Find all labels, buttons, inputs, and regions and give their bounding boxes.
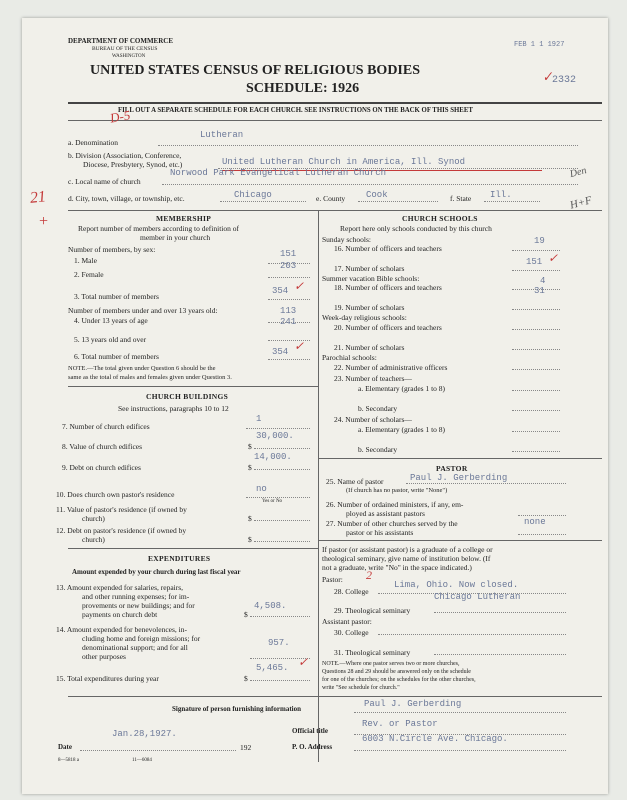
q23a-field[interactable] — [512, 380, 560, 391]
signature-label: Signature of person furnishing information — [172, 705, 301, 713]
q27-label-2: pastor or his assistants — [346, 528, 414, 537]
q13-dollar: $ — [244, 610, 248, 619]
q25-hint: (If church has no pastor, write "None") — [346, 487, 448, 494]
schedule-number: 2332 — [552, 75, 577, 86]
q30-field[interactable] — [378, 624, 566, 635]
summer-label: Summer vacation Bible schools: — [322, 274, 420, 283]
edifice-value-label: 8. Value of church edifices — [62, 442, 143, 451]
q29-value: Chicago Lutheran — [434, 592, 521, 602]
official-title-label: Official title — [292, 727, 328, 735]
q14-line1: 14. Amount expended for benevolences, in- — [56, 625, 188, 634]
age-head-label: Number of members under and over 13 years old: — [68, 306, 218, 315]
q23b-label: b. Secondary — [358, 404, 398, 413]
q29-label: 29. Theological seminary — [334, 606, 411, 615]
q23-label: 23. Number of teachers— — [334, 374, 412, 383]
county-value: Cook — [366, 190, 388, 200]
date-value: Jan.28,1927. — [112, 729, 177, 739]
pastor-sub-label: Pastor: — [322, 575, 343, 584]
q11-field[interactable] — [254, 510, 310, 521]
hfi-annotation: H+F — [568, 194, 594, 212]
q18-value: 4 — [540, 276, 546, 286]
pastor-note-1: NOTE.—Where one pastor serves two or more churches, — [322, 661, 460, 667]
signature-value: Paul J. Gerberding — [364, 699, 462, 709]
q12-label: 12. Debt on pastor's residence (if owned by — [56, 526, 187, 535]
total-members-value: 354 — [272, 286, 289, 296]
weekday-label: Week-day religious schools: — [322, 313, 407, 322]
dept-label: DEPARTMENT OF COMMERCE — [68, 37, 174, 45]
received-stamp: FEB 1 1 1927 — [514, 41, 565, 49]
den-annotation: Den — [568, 165, 588, 180]
total-check-icon: ✓ — [294, 279, 305, 293]
q16-value: 19 — [534, 236, 545, 246]
q27-label: 27. Number of other churches served by the — [326, 519, 458, 528]
q30-label: 30. College — [334, 628, 369, 637]
q21-label: 21. Number of scholars — [334, 343, 405, 352]
q10-value: no — [256, 484, 267, 494]
schools-title: CHURCH SCHOOLS — [402, 214, 478, 223]
membership-note-2: same as the total of males and females given under Question 3. — [68, 374, 232, 381]
city-label: WASHINGTON — [112, 54, 146, 59]
under13-value: 113 — [280, 306, 297, 316]
q20-label: 20. Number of officers and teachers — [334, 323, 442, 332]
q26-label: 26. Number of ordained ministers, if any, em- — [326, 500, 464, 509]
state-value: Ill. — [490, 190, 512, 200]
census-schedule-form — [22, 18, 608, 794]
q11-label-2: church) — [82, 514, 105, 523]
by-sex-label: Number of members, by sex: — [68, 245, 156, 254]
q19-value: 31 — [534, 286, 545, 296]
male-label: 1. Male — [74, 256, 97, 265]
membership-intro: Report number of members according to definition of — [78, 224, 239, 233]
q14-line2: cluding home and foreign missions; for — [82, 634, 201, 643]
q25-label: 25. Name of pastor — [326, 477, 384, 486]
q17-value: 151 — [526, 257, 543, 267]
local-name-label: c. Local name of church — [68, 177, 141, 186]
state-label: f. State — [450, 194, 472, 203]
q18-label: 18. Number of officers and teachers — [334, 283, 442, 292]
grad-text-3: not a graduate, write "No" in the space indicated.) — [322, 563, 472, 572]
over13-label: 5. 13 years old and over — [74, 335, 147, 344]
q11-label: 11. Value of pastor's residence (if owned by — [56, 505, 187, 514]
q12-field[interactable] — [254, 531, 310, 542]
edifice-value-dollar: $ — [248, 442, 252, 451]
handwritten-21: 21 — [29, 188, 47, 207]
division-label-2: Diocese, Presbytery, Synod, etc.) — [83, 160, 183, 169]
edifice-value-value: 30,000. — [256, 431, 294, 441]
q28-value: Lima, Ohio. Now closed. — [394, 580, 519, 590]
q17-label: 17. Number of scholars — [334, 264, 405, 273]
expenditures-title: EXPENDITURES — [148, 554, 211, 563]
bureau-label: BUREAU OF THE CENSUS — [92, 46, 158, 52]
q16-label: 16. Number of officers and teachers — [334, 244, 442, 253]
q24b-label: b. Secondary — [358, 445, 398, 454]
q29-field[interactable] — [434, 602, 566, 613]
membership-title: MEMBERSHIP — [156, 214, 212, 223]
q27-value: none — [524, 517, 546, 527]
q23a-label: a. Elementary (grades 1 to 8) — [358, 384, 446, 393]
q13-line2: and other running expenses; for im- — [82, 592, 190, 601]
q20-field[interactable] — [512, 319, 560, 330]
schools-intro: Report here only schools conducted by this church — [340, 224, 492, 233]
membership-note: NOTE.—The total given under Question 6 should be the — [68, 365, 216, 372]
over13-value: 241 — [280, 317, 297, 327]
q24b-field[interactable] — [512, 441, 560, 452]
q13-line4: payments on church debt — [82, 610, 158, 619]
q14-line4: other purposes — [82, 652, 126, 661]
pastor-note-2: Questions 28 and 29 should be answered only on the schedule — [322, 669, 471, 675]
pastor-mark: 2 — [366, 568, 372, 582]
pastor-note-4: write "See schedule for church." — [322, 685, 400, 691]
city-label: d. City, town, village, or township, etc. — [68, 194, 185, 203]
q13-line3: provements or new buildings; and for — [82, 601, 195, 610]
handwritten-plus: + — [38, 213, 49, 230]
total-2-check-icon: ✓ — [294, 339, 305, 353]
city-value: Chicago — [234, 190, 272, 200]
edifice-debt-label: 9. Debt on church edifices — [62, 463, 141, 472]
total-members-2-label: 6. Total number of members — [74, 352, 159, 361]
q12-label-2: church) — [82, 535, 105, 544]
instruction-line: FILL OUT A SEPARATE SCHEDULE FOR EACH CHURCH. SEE INSTRUCTIONS ON THE BACK OF THIS SHEET — [118, 107, 473, 114]
male-value: 151 — [280, 249, 297, 259]
q21-field[interactable] — [512, 339, 560, 350]
form-subtitle: SCHEDULE: 1926 — [246, 81, 360, 96]
q26-field[interactable] — [518, 505, 566, 516]
year-label: 192 — [240, 743, 252, 752]
q15-dollar: $ — [244, 674, 248, 683]
under13-label: 4. Under 13 years of age — [74, 316, 148, 325]
print-number: 11—6084 — [132, 758, 152, 763]
q24a-field[interactable] — [512, 421, 560, 432]
check-mark: ✓ — [541, 68, 554, 85]
q22-label: 22. Number of administrative officers — [334, 363, 448, 372]
edifice-debt-value: 14,000. — [254, 452, 292, 462]
q13-line1: 13. Amount expended for salaries, repairs, — [56, 583, 184, 592]
asst-label: Assistant pastor: — [322, 617, 372, 626]
q14-line3: denominational support; and for all — [82, 643, 188, 652]
q10-hint: Yes or No — [262, 499, 283, 504]
po-address-value: 6003 N.Circle Ave. Chicago. — [362, 734, 508, 744]
grad-text-1: If pastor (or assistant pastor) is a graduate of a college or — [322, 545, 493, 554]
d5-annotation: D-5 — [108, 107, 132, 126]
date-field[interactable] — [80, 740, 236, 751]
buildings-intro: See instructions, paragraphs 10 to 12 — [118, 404, 229, 413]
q31-field[interactable] — [434, 644, 566, 655]
q24a-label: a. Elementary (grades 1 to 8) — [358, 425, 446, 434]
parochial-label: Parochial schools: — [322, 353, 377, 362]
form-number: 8—5818 a — [58, 758, 79, 763]
sunday-label: Sunday schools: — [322, 235, 371, 244]
q19-field[interactable] — [512, 299, 560, 310]
q28-label: 28. College — [334, 587, 369, 596]
edifices-label: 7. Number of church edifices — [62, 422, 150, 431]
form-title: UNITED STATES CENSUS OF RELIGIOUS BODIES — [90, 63, 421, 78]
date-label: Date — [58, 743, 72, 751]
female-label: 2. Female — [74, 270, 104, 279]
q12-dollar: $ — [248, 535, 252, 544]
division-value: United Lutheran Church in America, Ill. Synod — [222, 157, 466, 167]
pastor-note-3: for one of the churches; on the schedules for the other churches, — [322, 677, 476, 683]
q15-value: 5,465. — [256, 663, 289, 673]
local-name-value: Norwood Park Evangelical Lutheran Church — [170, 168, 387, 178]
grad-text-2: theological seminary, give name of institution below. (If — [322, 554, 491, 563]
official-title-value: Rev. or Pastor — [362, 719, 438, 729]
buildings-title: CHURCH BUILDINGS — [146, 392, 229, 401]
pastor-title: PASTOR — [436, 464, 468, 473]
membership-intro-2: member in your church — [140, 233, 211, 242]
q19-label: 19. Number of scholars — [334, 303, 405, 312]
total-members-label: 3. Total number of members — [74, 292, 159, 301]
division-label: b. Division (Association, Conference, — [68, 151, 182, 160]
denomination-label: a. Denomination — [68, 138, 118, 147]
po-address-label: P. O. Address — [292, 743, 333, 751]
denomination-value: Lutheran — [200, 130, 244, 140]
expenditures-intro: Amount expended by your church during last fiscal year — [72, 568, 241, 576]
edifices-value: 1 — [256, 414, 262, 424]
q25-value: Paul J. Gerberding — [410, 473, 508, 483]
q14-value: 957. — [268, 638, 290, 648]
q24-label: 24. Number of scholars— — [334, 415, 412, 424]
q17-check-icon: ✓ — [548, 251, 559, 265]
total-members-2-value: 354 — [272, 347, 289, 357]
q10-label: 10. Does church own pastor's residence — [56, 490, 175, 499]
female-value: 203 — [280, 261, 297, 271]
q15-check-icon: ✓ — [298, 655, 309, 669]
q23b-field[interactable] — [512, 400, 560, 411]
q22-field[interactable] — [512, 359, 560, 370]
county-label: e. County — [316, 194, 346, 203]
q31-label: 31. Theological seminary — [334, 648, 411, 657]
q26-label-2: ployed as assistant pastors — [346, 509, 425, 518]
q11-dollar: $ — [248, 514, 252, 523]
q13-value: 4,508. — [254, 601, 287, 611]
edifice-debt-dollar: $ — [248, 463, 252, 472]
q15-label: 15. Total expenditures during year — [56, 674, 159, 683]
